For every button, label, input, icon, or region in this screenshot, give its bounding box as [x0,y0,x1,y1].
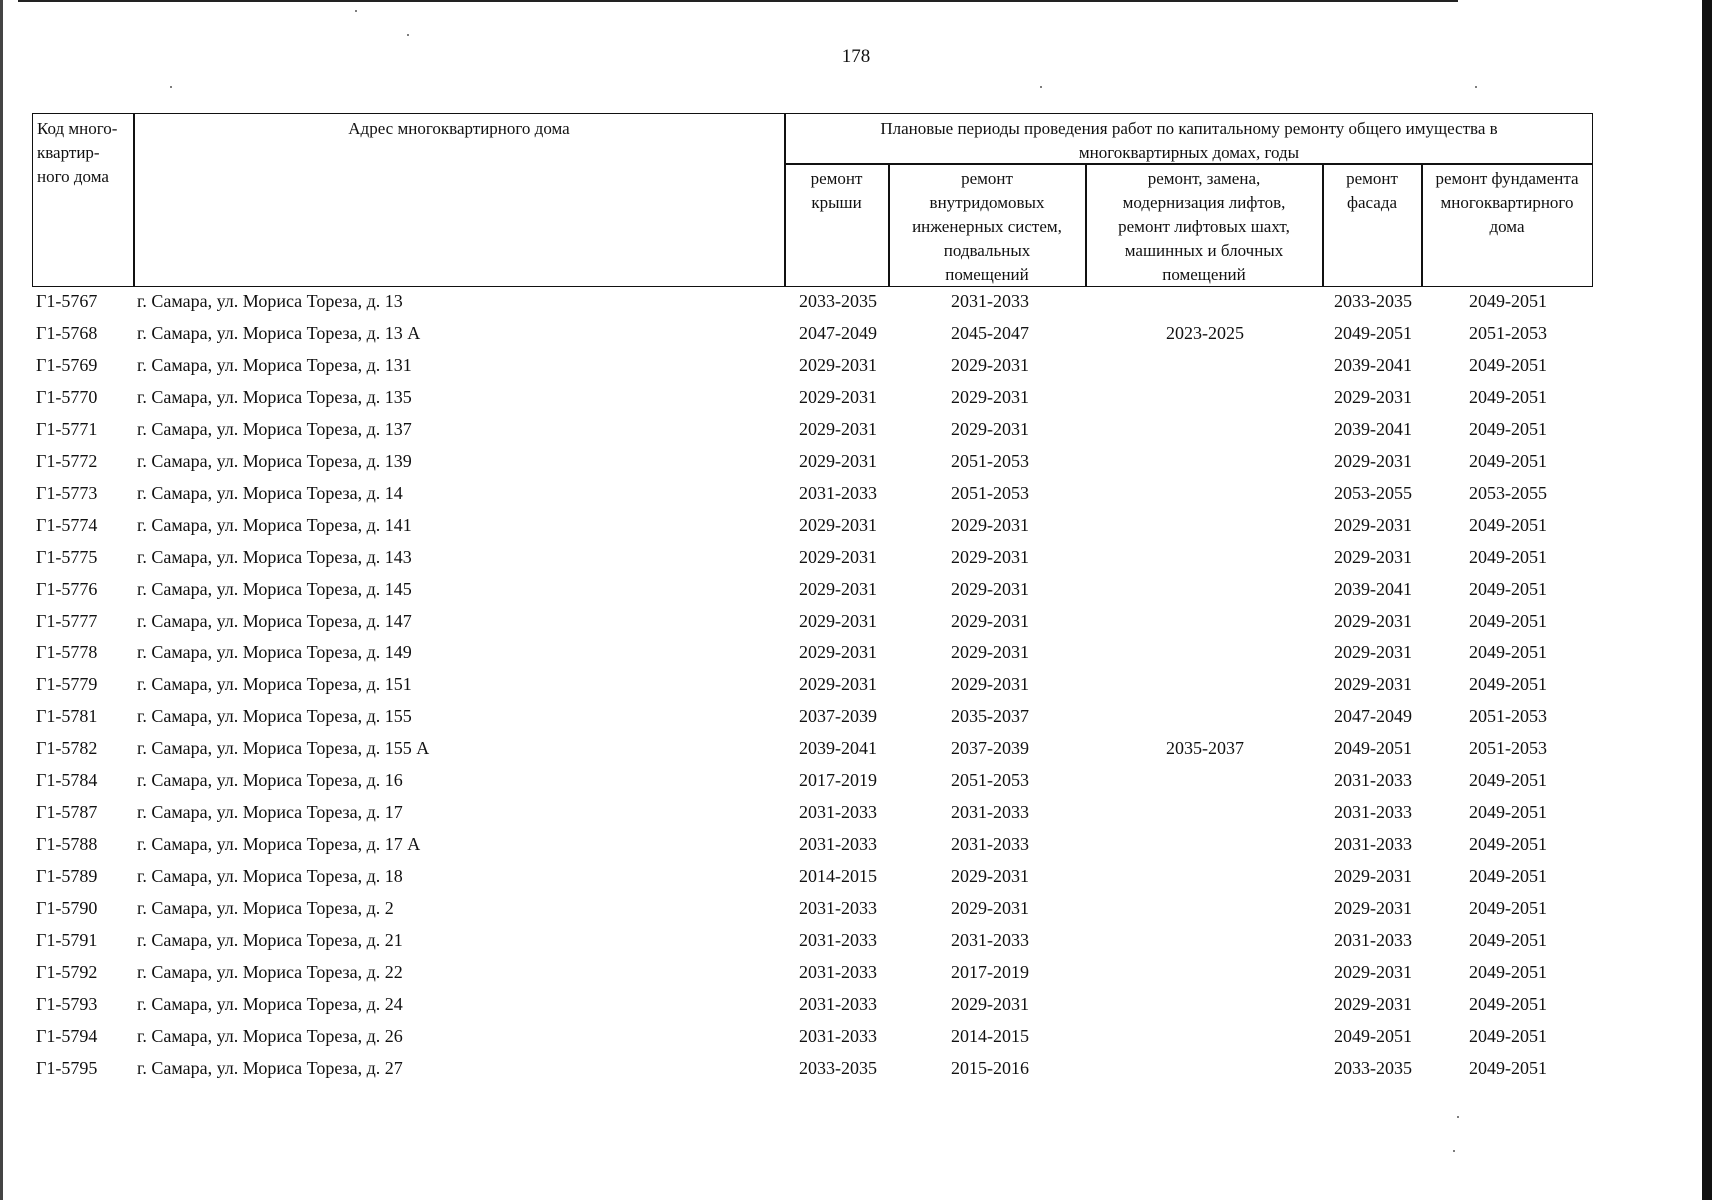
table-row [0,546,1712,578]
header-engineering [889,167,1085,287]
address-cell: г. Самара, ул. Мориса Тореза, д. 139 [137,450,412,471]
scan-speck [170,86,172,88]
scan-speck [1453,1150,1455,1152]
header-lift-line: ремонт лифтовых шахт, [1118,217,1290,236]
foundation-period-cell: 2049-2051 [1469,578,1547,599]
table-row [0,865,1712,897]
header-lift-line: ремонт, замена, [1147,169,1261,188]
foundation-period-cell: 2049-2051 [1469,866,1547,887]
engineering-period-cell: 2015-2016 [951,1057,1029,1078]
address-cell: г. Самара, ул. Мориса Тореза, д. 155 [137,706,412,727]
code-cell: Г1-5771 [36,418,98,439]
foundation-period-cell: 2051-2053 [1469,322,1547,343]
table-row [0,801,1712,833]
engineering-period-cell: 2031-2033 [951,930,1029,950]
table-row [0,737,1712,769]
roof-period-cell: 2017-2019 [799,770,877,791]
table-row [0,897,1712,929]
facade-period-cell: 2033-2035 [1334,291,1412,311]
address-cell: г. Самара, ул. Мориса Тореза, д. 22 [137,961,403,982]
address-cell: г. Самара, ул. Мориса Тореза, д. 21 [137,930,403,950]
foundation-period-cell: 2051-2053 [1469,738,1547,759]
address-cell: г. Самара, ул. Мориса Тореза, д. 147 [137,610,412,631]
code-cell: Г1-5779 [36,674,98,695]
roof-period-cell: 2014-2015 [799,866,877,887]
engineering-period-cell: 2017-2019 [951,961,1029,982]
table-row [0,1025,1712,1057]
code-cell: Г1-5770 [36,386,98,407]
table-row [0,641,1712,673]
code-cell: Г1-5772 [36,450,98,471]
table-row [0,833,1712,865]
foundation-period-cell: 2051-2053 [1469,706,1547,727]
code-cell: Г1-5777 [36,610,98,631]
roof-period-cell: 2039-2041 [799,738,877,759]
facade-period-cell: 2029-2031 [1334,993,1412,1014]
header-periods-title [785,117,1593,165]
code-cell: Г1-5788 [36,834,98,855]
roof-period-cell: 2033-2035 [799,291,877,311]
table-row [0,514,1712,546]
code-cell: Г1-5793 [36,993,98,1014]
roof-period-cell: 2029-2031 [799,610,877,631]
foundation-period-cell: 2049-2051 [1469,770,1547,791]
foundation-period-cell: 2049-2051 [1469,450,1547,471]
foundation-period-cell: 2049-2051 [1469,1025,1547,1046]
code-cell: Г1-5787 [36,802,98,823]
code-cell: Г1-5776 [36,578,98,599]
table-row [0,961,1712,993]
engineering-period-cell: 2029-2031 [951,993,1029,1014]
scan-speck [1475,86,1477,88]
code-cell: Г1-5784 [36,770,98,791]
address-cell: г. Самара, ул. Мориса Тореза, д. 145 [137,578,412,599]
header-code-line: ного дома [37,167,109,186]
code-cell: Г1-5774 [36,514,98,535]
roof-period-cell: 2031-2033 [799,993,877,1014]
roof-period-cell: 2031-2033 [799,482,877,503]
scan-speck [407,34,409,36]
code-cell: Г1-5768 [36,322,98,343]
address-cell: г. Самара, ул. Мориса Тореза, д. 143 [137,546,412,567]
header-code-line: квартир- [37,143,100,162]
address-cell: г. Самара, ул. Мориса Тореза, д. 137 [137,418,412,439]
address-cell: г. Самара, ул. Мориса Тореза, д. 151 [137,674,412,695]
foundation-period-cell: 2049-2051 [1469,993,1547,1014]
address-cell: г. Самара, ул. Мориса Тореза, д. 2 [137,898,394,919]
table-row [0,1057,1712,1089]
table-row [0,578,1712,610]
header-periods-line: Плановые периоды проведения работ по капитальному ремонту общего имущества в [880,119,1498,138]
code-cell: Г1-5782 [36,738,98,759]
facade-period-cell: 2029-2031 [1334,610,1412,631]
table-row [0,929,1712,961]
facade-period-cell: 2047-2049 [1334,706,1412,727]
table-row [0,450,1712,482]
engineering-period-cell: 2031-2033 [951,834,1029,855]
table-row [0,418,1712,450]
engineering-period-cell: 2045-2047 [951,322,1029,343]
code-cell: Г1-5794 [36,1025,98,1046]
header-engineering-line: ремонт [961,169,1013,188]
header-address: Адрес многоквартирного дома [348,119,570,138]
roof-period-cell: 2029-2031 [799,418,877,439]
engineering-period-cell: 2029-2031 [951,354,1029,375]
facade-period-cell: 2029-2031 [1334,546,1412,567]
facade-period-cell: 2029-2031 [1334,450,1412,471]
table-row [0,993,1712,1025]
code-cell: Г1-5778 [36,642,98,663]
engineering-period-cell: 2031-2033 [951,802,1029,823]
table-row [0,322,1712,354]
lift-period-cell: 2035-2037 [1166,738,1244,759]
roof-period-cell: 2029-2031 [799,546,877,567]
roof-period-cell: 2031-2033 [799,802,877,823]
header-roof [785,167,888,215]
header-lift-line: помещений [1162,265,1246,284]
engineering-period-cell: 2051-2053 [951,770,1029,791]
engineering-period-cell: 2051-2053 [951,482,1029,503]
address-cell: г. Самара, ул. Мориса Тореза, д. 16 [137,770,403,791]
table-row [0,610,1712,642]
engineering-period-cell: 2029-2031 [951,514,1029,535]
engineering-period-cell: 2051-2053 [951,450,1029,471]
scan-speck [1040,86,1042,88]
code-cell: Г1-5789 [36,866,98,887]
roof-period-cell: 2031-2033 [799,898,877,919]
header-facade-line: фасада [1346,193,1398,212]
engineering-period-cell: 2029-2031 [951,386,1029,407]
address-cell: г. Самара, ул. Мориса Тореза, д. 24 [137,993,403,1014]
scan-speck [1457,1116,1459,1118]
address-cell: г. Самара, ул. Мориса Тореза, д. 14 [137,482,403,503]
foundation-period-cell: 2049-2051 [1469,802,1547,823]
header-foundation [1422,167,1592,239]
engineering-period-cell: 2037-2039 [951,738,1029,759]
foundation-period-cell: 2049-2051 [1469,418,1547,439]
roof-period-cell: 2029-2031 [799,674,877,695]
foundation-period-cell: 2049-2051 [1469,610,1547,631]
header-foundation-line: ремонт фундамента [1435,169,1579,188]
table-row [0,673,1712,705]
facade-period-cell: 2049-2051 [1334,322,1412,343]
header-foundation-line: дома [1489,217,1525,236]
roof-period-cell: 2047-2049 [799,322,877,343]
table-row [0,386,1712,418]
header-roof-line: крыши [811,193,862,212]
facade-period-cell: 2031-2033 [1334,834,1412,855]
address-cell: г. Самара, ул. Мориса Тореза, д. 26 [137,1025,403,1046]
address-cell: г. Самара, ул. Мориса Тореза, д. 135 [137,386,412,407]
code-cell: Г1-5769 [36,354,98,375]
address-cell: г. Самара, ул. Мориса Тореза, д. 17 А [137,834,421,855]
address-cell: г. Самара, ул. Мориса Тореза, д. 18 [137,866,403,887]
address-cell: г. Самара, ул. Мориса Тореза, д. 13 [137,291,403,311]
facade-period-cell: 2039-2041 [1334,354,1412,375]
page-number: 178 [841,46,871,67]
code-cell: Г1-5767 [36,291,98,311]
facade-period-cell: 2029-2031 [1334,514,1412,535]
engineering-period-cell: 2014-2015 [951,1025,1029,1046]
scan-speck [355,10,357,12]
facade-period-cell: 2039-2041 [1334,578,1412,599]
facade-period-cell: 2053-2055 [1334,482,1412,503]
roof-period-cell: 2029-2031 [799,642,877,663]
address-cell: г. Самара, ул. Мориса Тореза, д. 17 [137,802,403,823]
header-code [37,117,133,189]
header-lift-line: модернизация лифтов, [1122,193,1286,212]
foundation-period-cell: 2049-2051 [1469,354,1547,375]
code-cell: Г1-5773 [36,482,98,503]
facade-period-cell: 2039-2041 [1334,418,1412,439]
roof-period-cell: 2031-2033 [799,1025,877,1046]
address-cell: г. Самара, ул. Мориса Тореза, д. 131 [137,354,412,375]
code-cell: Г1-5791 [36,930,98,950]
engineering-period-cell: 2029-2031 [951,578,1029,599]
header-engineering-line: инженерных систем, [912,217,1062,236]
header-code-line: Код много- [37,119,118,138]
table-row [0,769,1712,801]
header-engineering-line: подвальных [943,241,1031,260]
foundation-period-cell: 2049-2051 [1469,674,1547,695]
foundation-period-cell: 2049-2051 [1469,930,1547,950]
roof-period-cell: 2029-2031 [799,514,877,535]
facade-period-cell: 2029-2031 [1334,386,1412,407]
header-facade-line: ремонт [1346,169,1398,188]
engineering-period-cell: 2029-2031 [951,642,1029,663]
foundation-period-cell: 2049-2051 [1469,514,1547,535]
address-cell: г. Самара, ул. Мориса Тореза, д. 27 [137,1057,403,1078]
foundation-period-cell: 2053-2055 [1469,482,1547,503]
facade-period-cell: 2049-2051 [1334,1025,1412,1046]
facade-period-cell: 2029-2031 [1334,674,1412,695]
foundation-period-cell: 2049-2051 [1469,961,1547,982]
code-cell: Г1-5775 [36,546,98,567]
engineering-period-cell: 2031-2033 [951,291,1029,311]
engineering-period-cell: 2029-2031 [951,898,1029,919]
facade-period-cell: 2029-2031 [1334,642,1412,663]
facade-period-cell: 2031-2033 [1334,802,1412,823]
facade-period-cell: 2031-2033 [1334,930,1412,950]
foundation-period-cell: 2049-2051 [1469,1057,1547,1078]
top-border-line [18,0,1458,2]
roof-period-cell: 2031-2033 [799,930,877,950]
engineering-period-cell: 2029-2031 [951,674,1029,695]
code-cell: Г1-5795 [36,1057,98,1078]
engineering-period-cell: 2029-2031 [951,866,1029,887]
roof-period-cell: 2033-2035 [799,1057,877,1078]
roof-period-cell: 2029-2031 [799,578,877,599]
header-foundation-line: многоквартирного [1440,193,1574,212]
roof-period-cell: 2037-2039 [799,706,877,727]
foundation-period-cell: 2049-2051 [1469,386,1547,407]
engineering-period-cell: 2029-2031 [951,546,1029,567]
header-lift-line: машинных и блочных [1124,241,1284,260]
table-row [0,482,1712,514]
address-cell: г. Самара, ул. Мориса Тореза, д. 155 А [137,738,430,759]
table-row [0,354,1712,386]
foundation-period-cell: 2049-2051 [1469,834,1547,855]
facade-period-cell: 2029-2031 [1334,961,1412,982]
code-cell: Г1-5781 [36,706,98,727]
address-cell: г. Самара, ул. Мориса Тореза, д. 149 [137,642,412,663]
table-row [0,705,1712,737]
code-cell: Г1-5790 [36,898,98,919]
engineering-period-cell: 2029-2031 [951,418,1029,439]
code-cell: Г1-5792 [36,961,98,982]
facade-period-cell: 2031-2033 [1334,770,1412,791]
foundation-period-cell: 2049-2051 [1469,642,1547,663]
roof-period-cell: 2029-2031 [799,450,877,471]
roof-period-cell: 2029-2031 [799,386,877,407]
header-lift [1086,167,1322,287]
roof-period-cell: 2031-2033 [799,834,877,855]
lift-period-cell: 2023-2025 [1166,322,1244,343]
header-engineering-line: помещений [945,265,1029,284]
table-row [0,290,1712,322]
header-engineering-line: внутридомовых [929,193,1045,212]
header-periods-line: многоквартирных домах, годы [1078,143,1300,162]
facade-period-cell: 2049-2051 [1334,738,1412,759]
facade-period-cell: 2029-2031 [1334,866,1412,887]
engineering-period-cell: 2035-2037 [951,706,1029,727]
facade-period-cell: 2033-2035 [1334,1057,1412,1078]
header-roof-line: ремонт [810,169,863,188]
foundation-period-cell: 2049-2051 [1469,546,1547,567]
facade-period-cell: 2029-2031 [1334,898,1412,919]
foundation-period-cell: 2049-2051 [1469,291,1547,311]
header-facade [1323,167,1421,215]
address-cell: г. Самара, ул. Мориса Тореза, д. 13 А [137,322,421,343]
engineering-period-cell: 2029-2031 [951,610,1029,631]
roof-period-cell: 2029-2031 [799,354,877,375]
foundation-period-cell: 2049-2051 [1469,898,1547,919]
address-cell: г. Самара, ул. Мориса Тореза, д. 141 [137,514,412,535]
roof-period-cell: 2031-2033 [799,961,877,982]
